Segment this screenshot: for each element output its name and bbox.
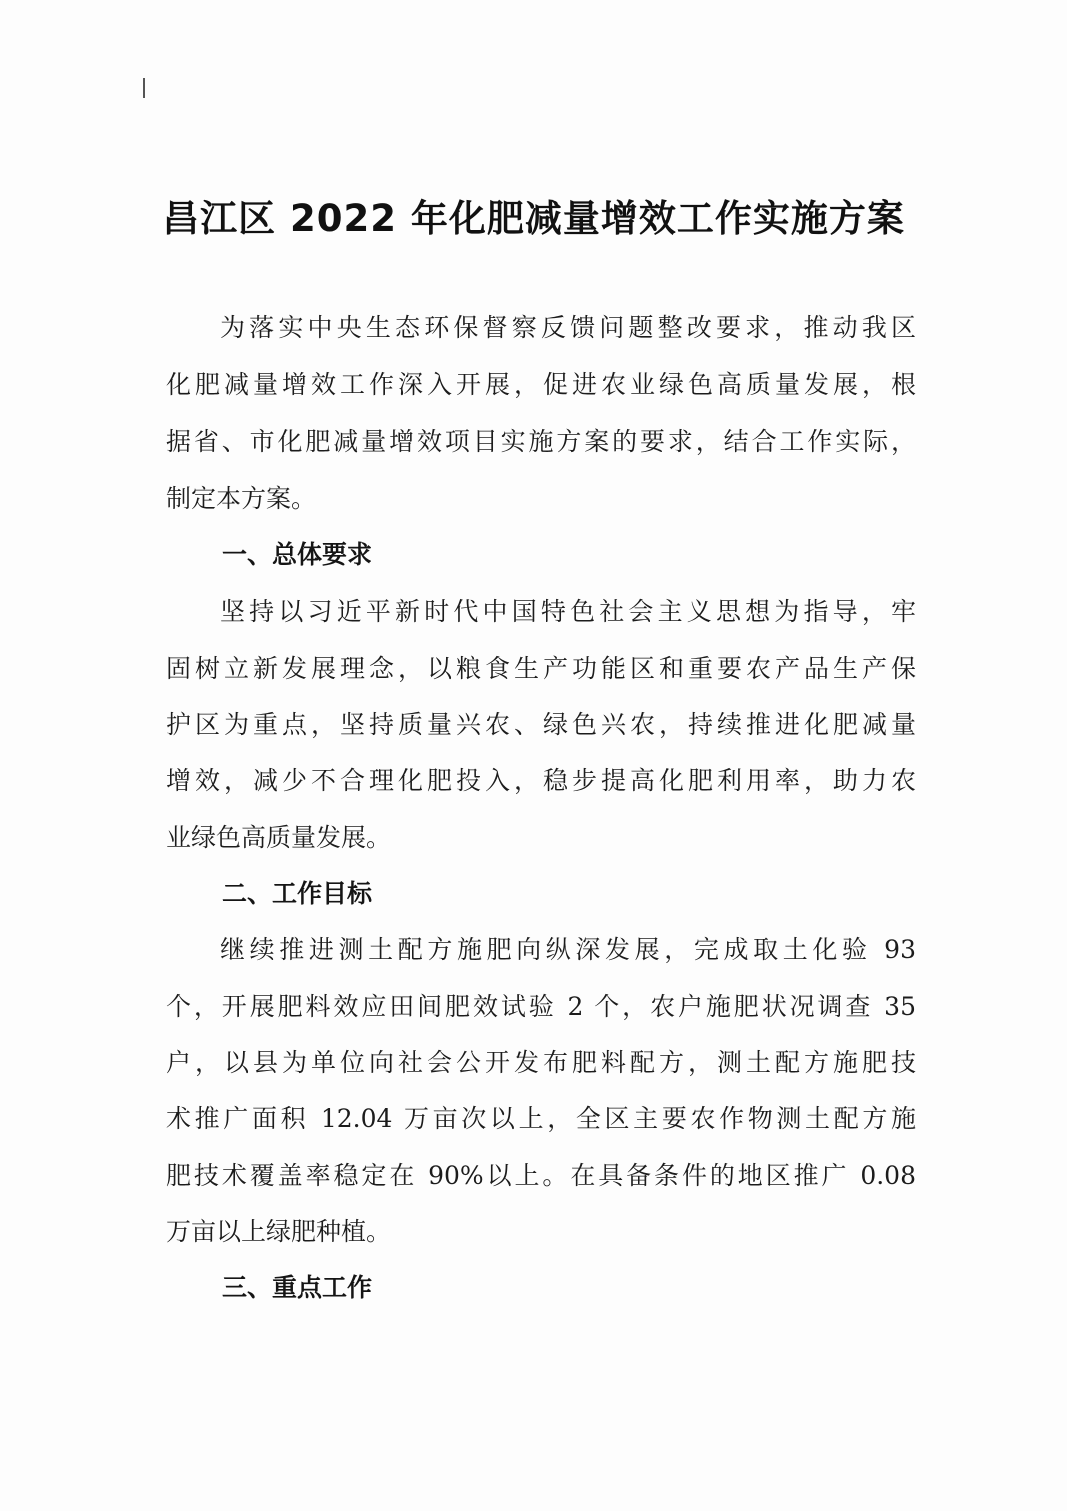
section1-line-3: 护区为重点，坚持质量兴农、绿色兴农，持续推进化肥减量 <box>166 710 916 739</box>
intro-line-3: 据省、市化肥减量增效项目实施方案的要求，结合工作实际， <box>166 427 916 456</box>
intro-line-1: 为落实中央生态环保督察反馈问题整改要求，推动我区 <box>220 313 916 342</box>
document-title: 昌江区 2022 年化肥减量增效工作实施方案 <box>162 197 905 240</box>
section1-line-4: 增效，减少不合理化肥投入，稳步提高化肥利用率，助力农 <box>166 766 916 795</box>
section2-line-4: 术推广面积 12.04 万亩次以上，全区主要农作物测土配方施 <box>166 1104 916 1133</box>
section-heading-1: 一、总体要求 <box>222 540 373 569</box>
section1-line-2: 固树立新发展理念，以粮食生产功能区和重要农产品生产保 <box>166 654 916 683</box>
section2-line-3: 户，以县为单位向社会公开发布肥料配方，测土配方施肥技 <box>166 1048 916 1077</box>
section2-line-5: 肥技术覆盖率稳定在 90%以上。在具备条件的地区推广 0.08 <box>166 1161 916 1190</box>
section2-line-1: 继续推进测土配方施肥向纵深发展，完成取土化验 93 <box>220 935 916 964</box>
section1-line-5: 业绿色高质量发展。 <box>166 823 392 852</box>
section1-line-1: 坚持以习近平新时代中国特色社会主义思想为指导，牢 <box>220 597 916 626</box>
section2-line-6: 万亩以上绿肥种植。 <box>166 1217 392 1246</box>
intro-line-2: 化肥减量增效工作深入开展，促进农业绿色高质量发展，根 <box>166 370 916 399</box>
margin-mark <box>143 78 145 98</box>
intro-line-4: 制定本方案。 <box>166 484 317 513</box>
section-heading-2: 二、工作目标 <box>222 879 373 908</box>
section-heading-3: 三、重点工作 <box>222 1273 373 1302</box>
section2-line-2: 个，开展肥料效应田间肥效试验 2 个，农户施肥状况调查 35 <box>166 992 916 1021</box>
